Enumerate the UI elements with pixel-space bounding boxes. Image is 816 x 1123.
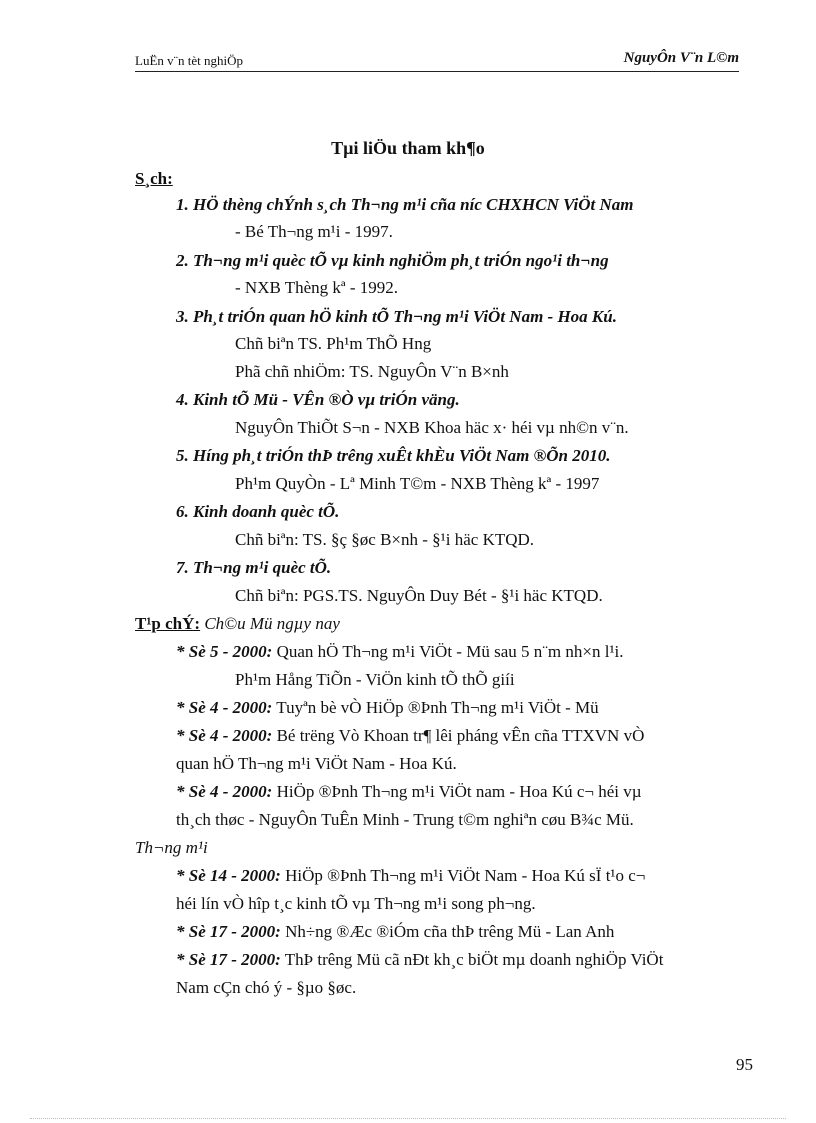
journal-entry-4-line-2: th¸ch thøc - NguyÔn TuÊn Minh - Trung t©m nghiªn cøu B¾c Mü. [176, 810, 634, 829]
trade-entry-ref: * Sè 17 - 2000: [176, 922, 281, 941]
trade-heading: Th¬ng m¹i [135, 838, 208, 857]
header-rule [135, 71, 739, 72]
books-heading: S¸ch: [135, 169, 173, 188]
journal-entry-1 [176, 641, 624, 663]
journal-entry-ref: * Sè 4 - 2000: [176, 726, 273, 745]
page-title: Tµi liÖu tham kh¶o [331, 138, 485, 158]
book-detail-1: - Bé Th¬ng m¹i - 1997. [235, 222, 393, 241]
book-detail-3a: Chñ biªn TS. Ph¹m ThÕ Hng [235, 334, 432, 353]
header-thesis-label: LuËn v¨n tèt nghiÖp [135, 53, 243, 68]
page-header [135, 50, 739, 72]
journal-entry-text: Tuyªn bè vÒ HiÖp ®Þnh Th¬ng m¹i ViÖt - Mü [276, 698, 599, 717]
journal-entry-ref: * Sè 5 - 2000: [176, 642, 273, 661]
journal-entry-text: HiÖp ®Þnh Th¬ng m¹i ViÖt nam - Hoa Kú c¬ héi vµ [276, 782, 642, 801]
journal-entry-ref: * Sè 4 - 2000: [176, 698, 273, 717]
journals-heading-row [135, 613, 340, 635]
book-detail-7: Chñ biªn: PGS.TS. NguyÔn Duy Bét - §¹i häc KTQD. [235, 586, 603, 605]
book-detail-2: - NXB Thèng kª - 1992. [235, 278, 399, 297]
book-title-3: 3. Ph¸t triÓn quan hÖ kinh tÕ Th¬ng m¹i ViÖt Nam - Hoa Kú. [176, 307, 617, 326]
journal-entry-4 [176, 781, 642, 803]
page-number: 95 [736, 1055, 753, 1074]
book-title-4: 4. Kinh tÕ Mü - VÊn ®Ò vµ triÓn väng. [176, 390, 460, 409]
journal-entry-text: Bé trëng Vò Khoan tr¶ lêi pháng vÊn cña TTXVN vÒ [276, 726, 645, 745]
journal-entry-ref: * Sè 4 - 2000: [176, 782, 273, 801]
trade-entry-3-line-2: Nam cÇn chó ý - §µo §øc. [176, 978, 357, 997]
book-title-5: 5. Híng ph¸t triÓn thÞ trêng xuÊt khÈu ViÖt Nam ®Õn 2010. [176, 446, 611, 465]
header-author: NguyÔn V¨n L©m [623, 50, 739, 66]
journal-entry-3 [176, 725, 644, 747]
trade-entry-3 [176, 949, 663, 971]
journal-entry-3-line-2: quan hÖ Th¬ng m¹i ViÖt Nam - Hoa Kú. [176, 754, 457, 773]
book-detail-4: NguyÔn ThiÕt S¬n - NXB Khoa häc x· héi vµ nh©n v¨n. [235, 418, 629, 437]
book-detail-6: Chñ biªn: TS. §ç §øc B×nh - §¹i häc KTQD. [235, 530, 535, 549]
journals-subheading: Ch©u Mü ngµy nay [204, 614, 340, 633]
book-title-1: 1. HÖ thèng chÝnh s¸ch Th¬ng m¹i cña níc CHXHCN ViÖt Nam [176, 195, 634, 214]
journal-entry-text: Quan hÖ Th¬ng m¹i ViÖt - Mü sau 5 n¨m nh×n l¹i. [276, 642, 624, 661]
trade-entry-1-line-2: héi lín vÒ hîp t¸c kinh tÕ vµ Th¬ng m¹i song ph¬ng. [176, 894, 536, 913]
trade-entry-ref: * Sè 14 - 2000: [176, 866, 281, 885]
book-title-7: 7. Th¬ng m¹i quèc tÕ. [176, 558, 332, 577]
trade-entry-2 [176, 921, 614, 943]
trade-entry-1 [176, 865, 645, 887]
trade-entry-text: HiÖp ®Þnh Th¬ng m¹i ViÖt Nam - Hoa Kú sÏ t¹o c¬ [285, 866, 646, 885]
journal-entry-1-line-2: Ph¹m Hång TiÕn - ViÖn kinh tÕ thÕ giíi [235, 670, 515, 689]
book-detail-3b: Phã chñ nhiÖm: TS. NguyÔn V¨n B×nh [235, 362, 509, 381]
book-title-2: 2. Th¬ng m¹i quèc tÕ vµ kinh nghiÖm ph¸t triÓn ngo¹i th¬ng [176, 251, 609, 270]
trade-entry-text: ThÞ trêng Mü cã nÐt kh¸c biÖt mµ doanh nghiÖp ViÖt [284, 950, 664, 969]
book-title-6: 6. Kinh doanh quèc tÕ. [176, 502, 340, 521]
trade-entry-text: Nh÷ng ®Æc ®iÓm cña thÞ trêng Mü - Lan Anh [285, 922, 615, 941]
footer-divider [30, 1118, 786, 1119]
journal-entry-2 [176, 697, 599, 719]
trade-entry-ref: * Sè 17 - 2000: [176, 950, 281, 969]
journals-heading: T¹p chÝ: [135, 614, 201, 633]
book-detail-5: Ph¹m QuyÒn - Lª Minh T©m - NXB Thèng kª - 1997 [235, 474, 600, 493]
